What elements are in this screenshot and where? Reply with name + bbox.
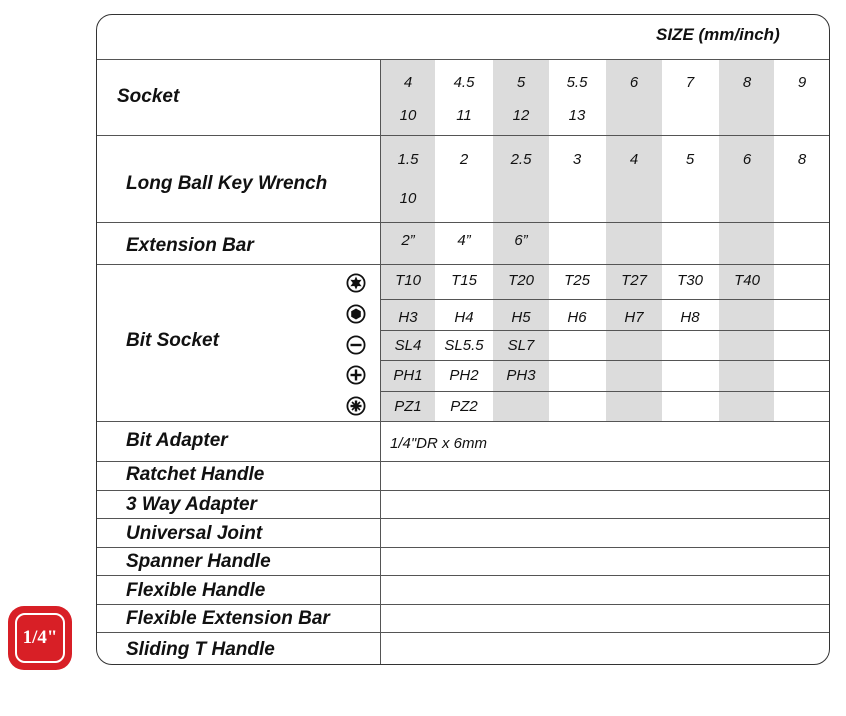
hex-size: H3 (398, 309, 418, 326)
phillips-size: PH1 (393, 367, 423, 384)
row-label-ball-key-wrench: Long Ball Key Wrench (126, 173, 328, 194)
extension-bar-size: 4” (457, 232, 471, 249)
row-divider (97, 59, 830, 60)
ball-key-size: 8 (797, 151, 807, 168)
socket-size: 5 (516, 74, 526, 91)
row-label-ratchet-handle: Ratchet Handle (126, 464, 265, 485)
size-header: SIZE (mm/inch) (656, 25, 780, 44)
torx-size: T40 (734, 272, 760, 289)
phillips-size: PH2 (449, 367, 479, 384)
socket-size: 4 (403, 74, 413, 91)
socket-size: 6 (629, 74, 639, 91)
row-divider (97, 264, 830, 265)
subrow-divider (381, 330, 830, 331)
torx-size: T15 (451, 272, 477, 289)
slotted-size: SL5.5 (444, 337, 484, 354)
torx-size: T30 (677, 272, 703, 289)
ball-key-size: 6 (742, 151, 752, 168)
row-divider (97, 547, 830, 548)
torx-size: T25 (564, 272, 590, 289)
extension-bar-size: 2” (401, 232, 415, 249)
row-divider (97, 604, 830, 605)
row-label-universal-joint: Universal Joint (126, 523, 263, 544)
row-divider (97, 490, 830, 491)
subrow-divider (381, 299, 830, 300)
shade-col-7 (719, 59, 774, 421)
slotted-icon (346, 335, 366, 355)
hex-size: H5 (511, 309, 531, 326)
ball-key-size: 10 (399, 190, 417, 207)
hex-size: H6 (567, 309, 587, 326)
subrow-divider (381, 391, 830, 392)
hex-size: H4 (454, 309, 474, 326)
ball-key-size: 5 (685, 151, 695, 168)
hex-size: H8 (680, 309, 700, 326)
torx-size: T10 (395, 272, 421, 289)
ball-key-size: 2.5 (510, 151, 532, 168)
ball-key-size: 1.5 (397, 151, 419, 168)
size-table (96, 14, 830, 665)
row-label-3-way-adapter: 3 Way Adapter (126, 494, 257, 515)
row-label-extension-bar: Extension Bar (126, 235, 254, 256)
slotted-size: SL4 (394, 337, 422, 354)
socket-size: 8 (742, 74, 752, 91)
extension-bar-size: 6” (514, 232, 528, 249)
socket-size: 9 (797, 74, 807, 91)
torx-size: T20 (508, 272, 534, 289)
socket-size: 7 (685, 74, 695, 91)
row-divider (97, 632, 830, 633)
drive-size-badge (8, 606, 72, 670)
socket-size: 11 (456, 107, 472, 124)
torx-icon (346, 273, 366, 293)
socket-size: 13 (568, 107, 586, 124)
slotted-size: SL7 (507, 337, 535, 354)
pozidriv-size: PZ2 (450, 398, 478, 415)
socket-size: 5.5 (566, 74, 588, 91)
hex-icon (346, 304, 366, 324)
torx-size: T27 (621, 272, 647, 289)
phillips-size: PH3 (506, 367, 536, 384)
hex-size: H7 (624, 309, 644, 326)
row-label-bit-adapter: Bit Adapter (126, 430, 228, 451)
bit-adapter-value: 1/4"DR x 6mm (390, 435, 488, 452)
row-divider (97, 222, 830, 223)
ball-key-size: 4 (629, 151, 639, 168)
row-label-flexible-handle: Flexible Handle (126, 580, 266, 601)
socket-size: 10 (399, 107, 417, 124)
pozidriv-size: PZ1 (394, 398, 422, 415)
row-divider (97, 135, 830, 136)
row-label-spanner-handle: Spanner Handle (126, 551, 271, 572)
shade-col-5 (606, 59, 662, 421)
phillips-icon (346, 365, 366, 385)
ball-key-size: 2 (459, 151, 469, 168)
column-divider (380, 59, 381, 665)
row-label-socket: Socket (117, 86, 180, 107)
pozidriv-icon (346, 396, 366, 416)
row-label-bit-socket: Bit Socket (126, 330, 219, 351)
row-label-sliding-t-handle: Sliding T Handle (126, 639, 275, 660)
ball-key-size: 3 (572, 151, 582, 168)
socket-size: 4.5 (453, 74, 475, 91)
row-divider (97, 518, 830, 519)
badge-label: 1/4" (22, 627, 58, 648)
row-divider (97, 461, 830, 462)
row-label-flexible-extension-bar: Flexible Extension Bar (126, 608, 330, 629)
socket-size: 12 (512, 107, 530, 124)
row-divider (97, 575, 830, 576)
subrow-divider (381, 360, 830, 361)
row-divider (97, 421, 830, 422)
